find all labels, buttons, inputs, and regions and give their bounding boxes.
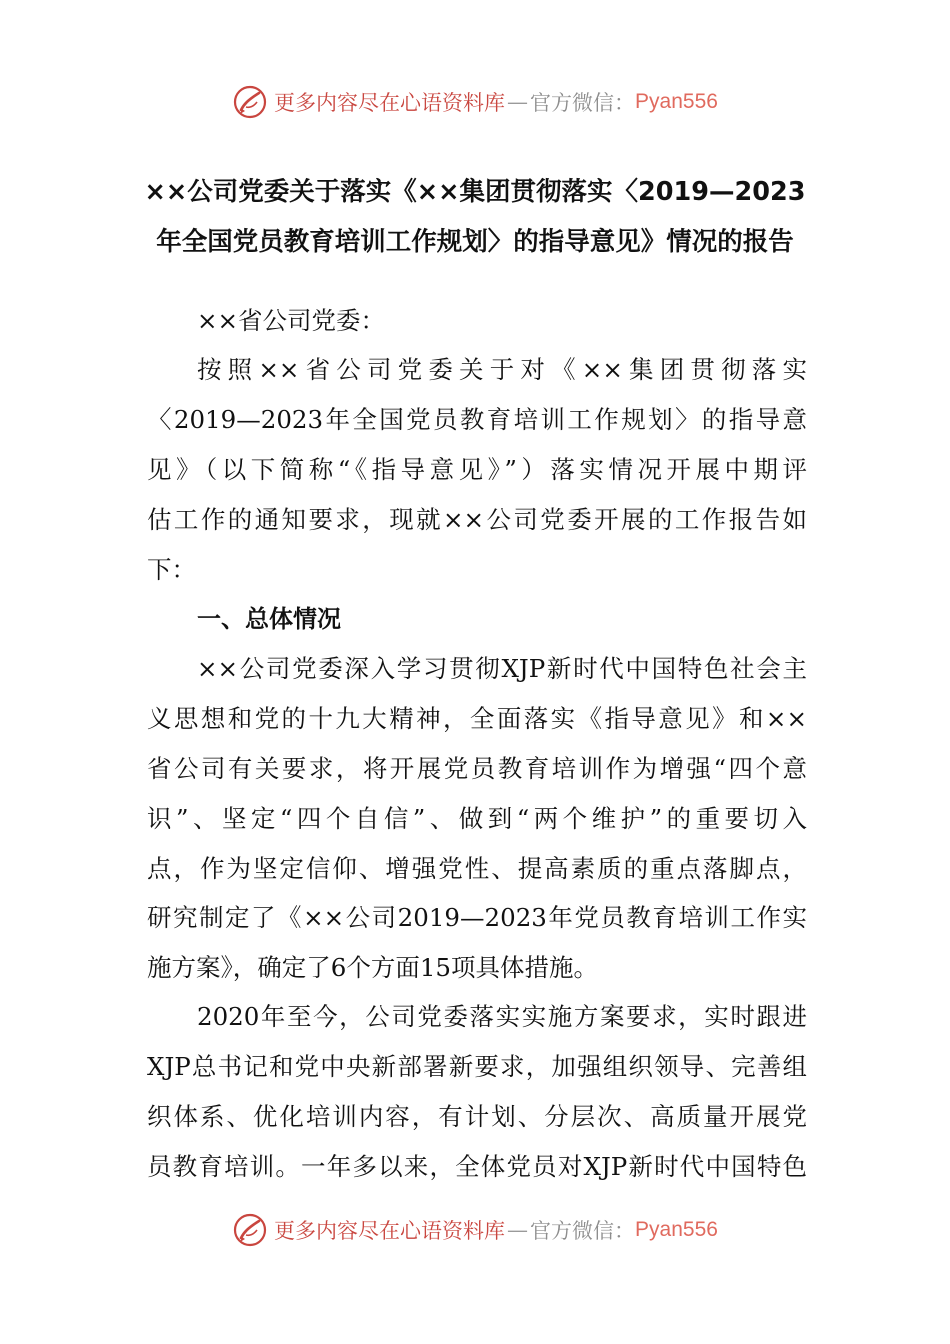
para2-line-2: XJP总书记和党中央新部署新要求，加强组织领导、完善组 bbox=[147, 1052, 807, 1081]
watermark-site-text: 更多内容尽在心语资料库 bbox=[274, 91, 506, 115]
para1-line-2: 义思想和党的十九大精神，全面落实《指导意见》和×× bbox=[147, 704, 807, 733]
para2-line-4: 员教育培训。一年多以来，全体党员对XJP新时代中国特色 bbox=[147, 1152, 807, 1181]
salutation: ××省公司党委： bbox=[197, 306, 386, 335]
watermark-separator: — bbox=[507, 90, 529, 114]
footer-watermark bbox=[0, 1210, 950, 1250]
header-watermark bbox=[0, 82, 950, 122]
watermark-separator: — bbox=[507, 1218, 529, 1242]
para1-line-3: 省公司有关要求，将开展党员教育培训作为增强“四个意 bbox=[147, 754, 807, 783]
intro-line-2: 〈2019—2023年全国党员教育培训工作规划〉的指导意 bbox=[147, 405, 807, 434]
section-heading: 一、总体情况 bbox=[197, 605, 341, 633]
watermark-wechat-id: Pyan556 bbox=[635, 1218, 718, 1241]
document-title-line-2: 年全国党员教育培训工作规划〉的指导意见》情况的报告 bbox=[156, 227, 794, 257]
para1-line-5: 点，作为坚定信仰、增强党性、提高素质的重点落脚点， bbox=[147, 854, 807, 883]
watermark-official-label: 官方微信： bbox=[530, 1219, 636, 1243]
pen-circle-logo-icon bbox=[232, 84, 268, 120]
intro-line-5: 下： bbox=[147, 555, 196, 584]
pen-circle-logo-icon bbox=[232, 1212, 268, 1248]
watermark-official-label: 官方微信： bbox=[530, 91, 636, 115]
para1-line-6: 研究制定了《××公司2019—2023年党员教育培训工作实 bbox=[147, 903, 807, 932]
intro-line-3: 见》（以下简称“《指导意见》”）落实情况开展中期评 bbox=[147, 455, 807, 484]
intro-line-1: 按照××省公司党委关于对《××集团贯彻落实 bbox=[197, 355, 807, 384]
intro-line-4: 估工作的通知要求，现就××公司党委开展的工作报告如 bbox=[147, 505, 807, 534]
document-title-line-1: ××公司党委关于落实《××集团贯彻落实〈2019—2023 bbox=[144, 177, 806, 207]
para1-line-4: 识”、坚定“四个自信”、做到“两个维护”的重要切入 bbox=[147, 804, 807, 833]
para2-line-1: 2020年至今，公司党委落实实施方案要求，实时跟进 bbox=[197, 1002, 807, 1031]
watermark-wechat-id: Pyan556 bbox=[635, 90, 718, 113]
para2-line-3: 织体系、优化培训内容，有计划、分层次、高质量开展党 bbox=[147, 1102, 807, 1131]
watermark-site-text: 更多内容尽在心语资料库 bbox=[274, 1219, 506, 1243]
para1-line-1: ××公司党委深入学习贯彻XJP新时代中国特色社会主 bbox=[197, 654, 807, 683]
para1-line-7: 施方案》，确定了6个方面15项具体措施。 bbox=[147, 953, 599, 982]
